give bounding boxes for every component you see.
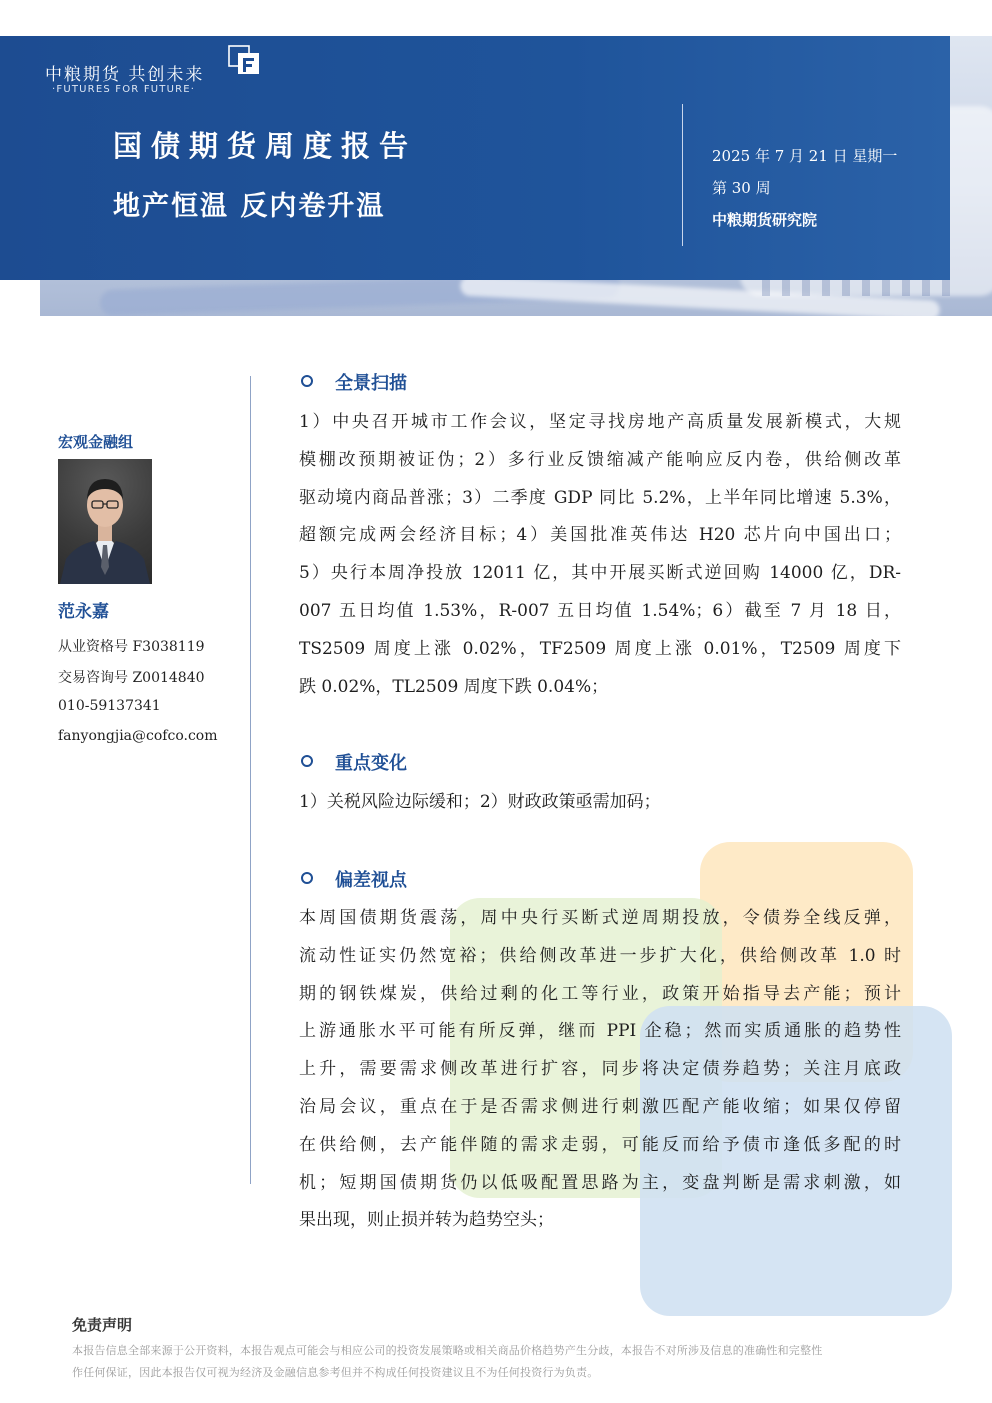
text-line: 007 五日均值 1.53%，R-007 五日均值 1.54%；6）截至 7 月 18 日， (299, 600, 901, 621)
research-institute: 中粮期货研究院 (712, 211, 818, 229)
text-line: 跌 0.02%，TL2509 周度下跌 0.04%； (299, 676, 609, 697)
key-changes-paragraph (299, 784, 901, 822)
text-line: 超额完成两会经济目标；4）美国批准英伟达 H20 芯片向中国出口； (299, 525, 901, 546)
section-title-text: 偏差视点 (335, 870, 407, 891)
section-title-overview (301, 369, 407, 395)
report-week: 第 30 周 (712, 179, 771, 197)
text-line: 流动性证实仍然宽裕；供给侧改革进一步扩大化，供给侧改革 1.0 时 (299, 945, 901, 966)
text-line: TS2509 周度上涨 0.02%，TF2509 周度上涨 0.01%，T2509 周度下 (299, 638, 901, 659)
text-line: 上游通胀水平可能有所反弹，继而 PPI 企稳；然而实质通胀的趋势性 (299, 1021, 901, 1042)
section-title-key-changes (301, 749, 407, 775)
company-logo-slogan: ·FUTURES FOR FUTURE· (52, 84, 196, 95)
text-line: 驱动境内商品普涨；3）二季度 GDP 同比 5.2%，上半年同比增速 5.3%， (299, 487, 901, 508)
text-line: 5）央行本周净投放 12011 亿，其中开展买断式逆回购 14000 亿，DR- (299, 563, 901, 584)
text-line: 模棚改预期被证伪；2）多行业反馈缩减产能响应反内卷，供给侧改革 (299, 449, 901, 470)
email-address[interactable]: fanyongjia@cofco.com (58, 728, 218, 744)
cofco-logo-icon (228, 45, 260, 75)
text-line: 期的钢铁煤炭，供给过剩的化工等行业，政策开始指导去产能；预计 (299, 983, 901, 1004)
disclaimer-text: 本报告信息全部来源于公开资料，本报告观点可能会与相应公司的投资发展策略或相关商品价格趋势产生分歧，本报告不对所涉及信息的准确性和完整性 (72, 1344, 823, 1357)
phone-number: 010-59137341 (58, 698, 161, 714)
sidebar-divider (250, 376, 251, 1184)
section-bullet-icon (301, 375, 313, 387)
author-name: 范永嘉 (58, 602, 109, 622)
text-line: 1）中央召开城市工作会议，坚定寻找房地产高质量发展新模式，大规 (299, 412, 901, 432)
company-logo-text: 中粮期货 共创未来 (45, 65, 205, 85)
text-line: 果出现，则止损并转为趋势空头； (299, 1210, 554, 1231)
disclaimer-title: 免责声明 (72, 1316, 133, 1334)
text-line: 1）关税风险边际缓和；2）财政政策亟需加码； (299, 792, 661, 812)
header-divider (682, 104, 683, 246)
author-photo (58, 459, 152, 584)
report-date: 2025 年 7 月 21 日 星期一 (712, 147, 898, 165)
section-bullet-icon (301, 755, 313, 767)
section-bullet-icon (301, 872, 313, 884)
text-line: 在供给侧，去产能伴随的需求走弱，可能反而给予债市逢低多配的时 (299, 1134, 901, 1155)
text-line: 机；短期国债期货仍以低吸配置思路为主，变盘判断是需求刺激，如 (299, 1172, 901, 1193)
text-line: 治局会议，重点在于是否需求侧进行刺激匹配产能收缩；如果仅停留 (299, 1096, 901, 1117)
deviation-view-paragraph (299, 900, 901, 1240)
text-line: 上升，需要需求侧改革进行扩容，同步将决定债券趋势；关注月底政 (299, 1059, 901, 1080)
section-title-deviation-view (301, 866, 407, 892)
qualification-number: 从业资格号 F3038119 (58, 639, 205, 655)
section-title-text: 全景扫描 (335, 373, 407, 394)
analyst-group: 宏观金融组 (58, 433, 134, 451)
overview-paragraph (299, 404, 901, 706)
text-line: 本周国债期货震荡，周中央行买断式逆周期投放，令债券全线反弹， (299, 908, 901, 928)
report-subtitle: 地产恒温 反内卷升温 (113, 191, 386, 222)
report-title: 国债期货周度报告 (113, 129, 418, 163)
section-title-text: 重点变化 (335, 753, 407, 774)
disclaimer-text: 作任何保证，因此本报告仅可视为经济及金融信息参考但并不构成任何投资建议且不为任何投资行为负责。 (72, 1366, 599, 1379)
consult-number: 交易咨询号 Z0014840 (58, 670, 205, 686)
author-portrait-icon (58, 459, 152, 584)
